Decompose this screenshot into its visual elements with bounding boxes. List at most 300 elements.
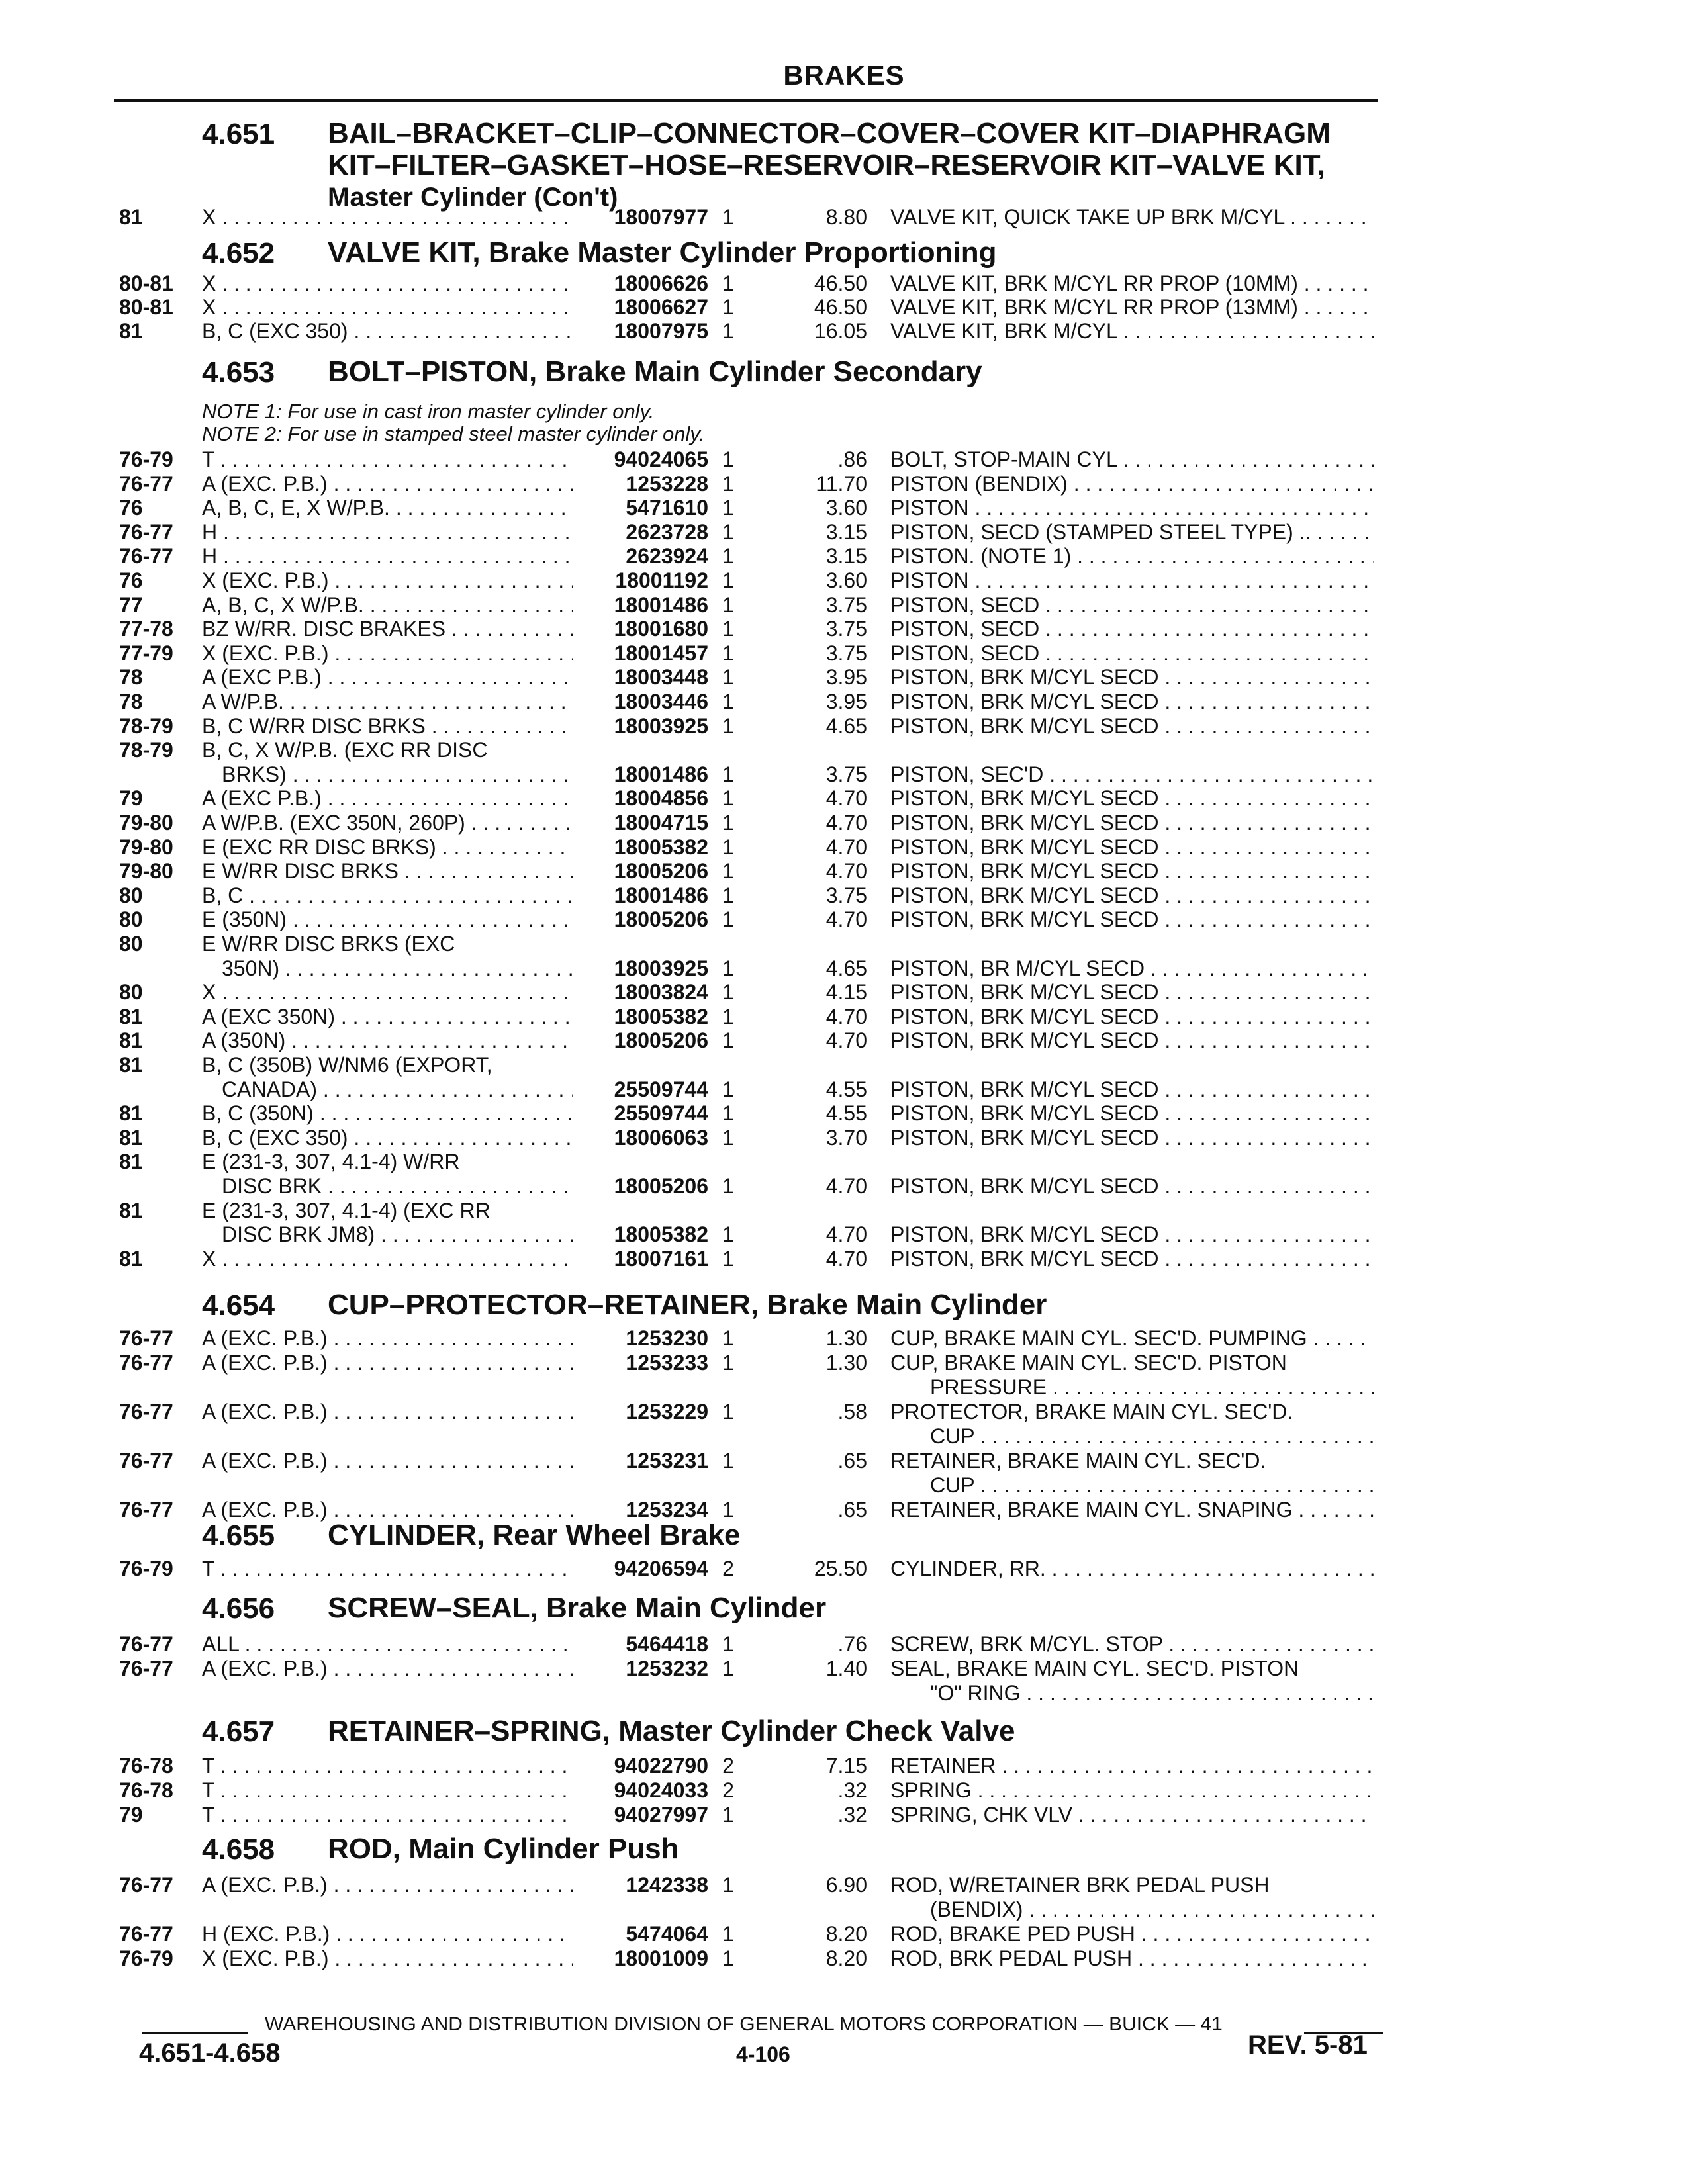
footer-rule-left [142, 2032, 248, 2034]
section-number: 4.651 [202, 118, 275, 150]
quantity: 1 [722, 713, 734, 738]
application: A (EXC. P.B.) . . . [202, 1400, 573, 1424]
table-row [0, 1247, 1688, 1272]
model-year: 76-79 [119, 1946, 173, 1970]
model-year: 76-77 [119, 1351, 173, 1375]
model-year: 76-77 [119, 1498, 173, 1522]
model-year: 78 [119, 665, 143, 690]
description: PISTON, BRK M/CYL SECD . . . [890, 1005, 1374, 1029]
application: B, C, X W/P.B. (EXC RR DISC [202, 738, 488, 762]
quantity: 1 [722, 641, 734, 665]
quantity: 1 [722, 1174, 734, 1198]
model-year: 76-77 [119, 1873, 173, 1897]
price: .58 [837, 1400, 867, 1424]
table-row [0, 665, 1688, 690]
table-row-continued [0, 1150, 1688, 1175]
description: PISTON, BRK M/CYL SECD . . . [890, 1077, 1374, 1102]
part-number: 18001457 [614, 641, 708, 665]
price: 4.70 [825, 1174, 867, 1198]
price: 3.75 [825, 617, 867, 641]
model-year: 78 [119, 690, 143, 713]
description: ROD, W/RETAINER BRK PEDAL PUSH [890, 1873, 1270, 1897]
table-row [0, 980, 1688, 1005]
section-number: 4.653 [202, 356, 275, 388]
model-year: 80 [119, 883, 143, 907]
description: PISTON, BRK M/CYL SECD . . . [890, 811, 1374, 835]
part-number: 1253229 [626, 1400, 708, 1424]
price: 4.70 [825, 811, 867, 835]
table-row [0, 1174, 1688, 1199]
price: 3.95 [825, 690, 867, 713]
part-number: 2623728 [626, 520, 708, 544]
quantity: 1 [722, 295, 734, 319]
application: A (350N) . . . [202, 1028, 573, 1053]
model-year: 81 [119, 1028, 143, 1053]
application: X . . . [202, 1247, 573, 1271]
section-title: VALVE KIT, Brake Master Cylinder Proportioning [328, 236, 997, 269]
part-number: 18005382 [614, 1222, 708, 1247]
part-number: 18006063 [614, 1125, 708, 1150]
model-year: 81 [119, 1125, 143, 1150]
table-row [0, 884, 1688, 909]
model-year: 81 [119, 1004, 143, 1028]
model-year: 79 [119, 1803, 143, 1827]
model-year: 76-77 [119, 520, 173, 544]
application: ALL . . . [202, 1632, 573, 1657]
table-row [0, 472, 1688, 497]
description: VALVE KIT, QUICK TAKE UP BRK M/CYL . . . . [890, 205, 1374, 230]
part-number: 18005206 [614, 859, 708, 884]
price: .32 [837, 1803, 867, 1827]
quantity: 1 [722, 1326, 734, 1350]
application: X . . . [202, 980, 573, 1005]
quantity: 1 [722, 271, 734, 295]
part-number: 2623924 [626, 544, 708, 569]
application: X (EXC. P.B.) . . . [202, 569, 573, 593]
quantity: 1 [722, 1632, 734, 1656]
part-number: 18003446 [614, 690, 708, 713]
part-number: 94024033 [614, 1778, 708, 1802]
quantity: 1 [722, 883, 734, 907]
price: 4.70 [825, 907, 867, 932]
application: T . . . [202, 1557, 573, 1581]
price: 1.40 [825, 1657, 867, 1680]
application: A, B, C, E, X W/P.B. . . . [202, 496, 573, 520]
model-year: 76-77 [119, 1326, 173, 1350]
quantity: 1 [722, 1077, 734, 1101]
model-year: 76-77 [119, 471, 173, 496]
description: SPRING . . . [890, 1778, 1374, 1803]
price: 3.75 [825, 762, 867, 786]
description-continued-row [0, 1897, 1688, 1923]
price: 3.70 [825, 1125, 867, 1150]
model-year: 76-77 [119, 1400, 173, 1424]
quantity: 1 [722, 1028, 734, 1053]
application: T . . . [202, 1778, 573, 1803]
part-number: 18001486 [614, 762, 708, 786]
application: E (231-3, 307, 4.1-4) (EXC RR [202, 1198, 491, 1222]
table-row [0, 520, 1688, 545]
description: SEAL, BRAKE MAIN CYL. SEC'D. PISTON [890, 1657, 1299, 1680]
model-year: 76-79 [119, 447, 173, 471]
application: A W/P.B. . . . [202, 690, 573, 714]
table-row [0, 690, 1688, 715]
application-continued: BRKS) . . . [222, 762, 573, 787]
table-row [0, 1222, 1688, 1248]
table-row [0, 1126, 1688, 1151]
section-title: ROD, Main Cylinder Push [328, 1833, 679, 1865]
table-row [0, 956, 1688, 981]
section-note: NOTE 2: For use in stamped steel master cylinder only. [202, 422, 705, 445]
quantity: 1 [722, 1101, 734, 1126]
table-row [0, 1028, 1688, 1054]
section-title: RETAINER–SPRING, Master Cylinder Check Valve [328, 1715, 1015, 1747]
application: A (EXC. P.B.) . . . [202, 1449, 573, 1473]
application: A (EXC P.B.) . . . [202, 665, 573, 690]
part-number: 18003925 [614, 713, 708, 738]
model-year: 80 [119, 932, 143, 956]
description-continued-row [0, 1375, 1688, 1400]
model-year: 80 [119, 907, 143, 932]
table-row [0, 811, 1688, 836]
description: VALVE KIT, BRK M/CYL . . . [890, 319, 1374, 343]
part-number: 1242338 [626, 1873, 708, 1897]
table-row [0, 593, 1688, 618]
description: PISTON, SECD . . . [890, 641, 1374, 666]
description: PISTON, BRK M/CYL SECD . . . [890, 980, 1374, 1005]
table-row [0, 1400, 1688, 1425]
price: .32 [837, 1778, 867, 1802]
part-number: 18005206 [614, 1174, 708, 1198]
model-year: 81 [119, 205, 143, 229]
quantity: 1 [722, 907, 734, 932]
table-row [0, 641, 1688, 666]
part-number: 1253230 [626, 1326, 708, 1350]
price: 4.70 [825, 1246, 867, 1271]
description: PISTON (BENDIX) . . . [890, 472, 1374, 496]
description: PISTON . . . [890, 569, 1374, 593]
part-number: 1253231 [626, 1449, 708, 1473]
model-year: 80-81 [119, 295, 173, 319]
description: PISTON, BRK M/CYL SECD . . . [890, 835, 1374, 860]
quantity: 1 [722, 762, 734, 786]
table-row [0, 762, 1688, 788]
description: PISTON, BRK M/CYL SECD . . . [890, 859, 1374, 884]
table-row [0, 714, 1688, 739]
table-row [0, 1557, 1688, 1582]
part-number: 5474064 [626, 1922, 708, 1946]
price: 4.55 [825, 1077, 867, 1101]
price: 3.75 [825, 641, 867, 665]
description: PISTON, BRK M/CYL SECD . . . [890, 665, 1374, 690]
price: .76 [837, 1632, 867, 1656]
part-number: 1253232 [626, 1657, 708, 1680]
description: PISTON, BRK M/CYL SECD . . . [890, 907, 1374, 932]
description: PISTON, BR M/CYL SECD . . . [890, 956, 1374, 981]
model-year: 80 [119, 980, 143, 1005]
description: CUP, BRAKE MAIN CYL. SEC'D. PUMPING . . . [890, 1326, 1374, 1351]
part-number: 18001486 [614, 592, 708, 617]
footer-section-range: 4.651-4.658 [139, 2038, 281, 2068]
part-number: 94024065 [614, 447, 708, 471]
table-row [0, 617, 1688, 642]
price: 8.20 [825, 1922, 867, 1946]
description: RETAINER, BRAKE MAIN CYL. SEC'D. [890, 1449, 1266, 1473]
price: 7.15 [825, 1754, 867, 1778]
part-number: 94027997 [614, 1803, 708, 1827]
price: 4.70 [825, 1222, 867, 1247]
part-number: 18001680 [614, 617, 708, 641]
application: A (EXC. P.B.) . . . [202, 1326, 573, 1351]
price: 1.30 [825, 1351, 867, 1375]
application: X . . . [202, 295, 573, 320]
part-number: 18005206 [614, 907, 708, 932]
part-number: 18007161 [614, 1246, 708, 1271]
description-continued: (BENDIX) . . . [930, 1897, 1374, 1922]
description: VALVE KIT, BRK M/CYL RR PROP (13MM) . . . [890, 295, 1374, 320]
description: PISTON, BRK M/CYL SECD . . . [890, 1174, 1374, 1199]
description-continued: CUP . . . [930, 1424, 1374, 1449]
price: 8.80 [825, 205, 867, 229]
part-number: 5464418 [626, 1632, 708, 1656]
quantity: 1 [722, 1803, 734, 1827]
part-number: 5471610 [626, 496, 708, 520]
section-title [328, 118, 1519, 213]
price: 1.30 [825, 1326, 867, 1350]
application: E (231-3, 307, 4.1-4) W/RR [202, 1150, 460, 1174]
description-continued-row [0, 1681, 1688, 1706]
section-title: BOLT–PISTON, Brake Main Cylinder Secondary [328, 355, 982, 388]
model-year: 76 [119, 496, 143, 520]
table-row-continued [0, 932, 1688, 957]
description: PROTECTOR, BRAKE MAIN CYL. SEC'D. [890, 1400, 1293, 1424]
table-row [0, 1778, 1688, 1803]
part-number: 18005382 [614, 835, 708, 859]
description: PISTON, SECD . . . [890, 617, 1374, 641]
model-year: 76-77 [119, 1632, 173, 1656]
part-number: 18006627 [614, 295, 708, 319]
quantity: 1 [722, 1125, 734, 1150]
table-row [0, 271, 1688, 296]
part-number: 18004715 [614, 811, 708, 835]
quantity: 1 [722, 835, 734, 859]
part-number: 1253233 [626, 1351, 708, 1375]
description-continued-row [0, 1424, 1688, 1449]
price: 4.70 [825, 786, 867, 811]
description: PISTON, BRK M/CYL SECD . . . [890, 690, 1374, 714]
description: CUP, BRAKE MAIN CYL. SEC'D. PISTON [890, 1351, 1287, 1375]
model-year: 76-77 [119, 1922, 173, 1946]
application: X . . . [202, 205, 573, 230]
part-number: 25509744 [614, 1101, 708, 1126]
part-number: 94022790 [614, 1754, 708, 1778]
application: B, C (EXC 350) . . . [202, 319, 573, 343]
description: ROD, BRAKE PED PUSH . . . [890, 1922, 1374, 1946]
quantity: 1 [722, 1004, 734, 1028]
quantity: 1 [722, 617, 734, 641]
model-year: 81 [119, 1198, 143, 1222]
price: 4.65 [825, 713, 867, 738]
section-title-line: BAIL–BRACKET–CLIP–CONNECTOR–COVER–COVER KIT–DIAPHRAGM [328, 117, 1331, 150]
section-note: NOTE 1: For use in cast iron master cylinder only. [202, 400, 655, 423]
part-number: 18001192 [615, 569, 708, 592]
quantity: 1 [722, 859, 734, 884]
section-number: 4.654 [202, 1289, 275, 1322]
quantity: 1 [722, 665, 734, 690]
application: A (EXC. P.B.) . . . [202, 472, 573, 496]
part-number: 18003448 [614, 665, 708, 690]
quantity: 1 [722, 1657, 734, 1680]
quantity: 1 [722, 786, 734, 811]
application: A (EXC. P.B.) . . . [202, 1657, 573, 1681]
application: A (EXC 350N) . . . [202, 1005, 573, 1029]
model-year: 79-80 [119, 811, 173, 835]
part-number: 18007977 [614, 205, 708, 229]
quantity: 1 [722, 1222, 734, 1247]
description: PISTON, BRK M/CYL SECD . . . [890, 1101, 1374, 1126]
model-year: 78-79 [119, 713, 173, 738]
description: SPRING, CHK VLV . . . [890, 1803, 1374, 1827]
footer-page-number: 4-106 [736, 2042, 790, 2066]
section-title: CUP–PROTECTOR–RETAINER, Brake Main Cylinder [328, 1289, 1047, 1321]
quantity: 1 [722, 956, 734, 980]
quantity: 1 [722, 447, 734, 471]
model-year: 81 [119, 1053, 143, 1077]
price: .65 [837, 1449, 867, 1473]
application: H (EXC. P.B.) . . . [202, 1922, 573, 1946]
quantity: 1 [722, 1351, 734, 1375]
price: 3.75 [825, 883, 867, 907]
table-row [0, 1632, 1688, 1657]
price: 3.75 [825, 592, 867, 617]
description: PISTON, BRK M/CYL SECD . . . [890, 1028, 1374, 1053]
quantity: 2 [722, 1754, 734, 1778]
model-year: 77 [119, 592, 143, 617]
application: E (EXC RR DISC BRKS) . . . [202, 835, 573, 860]
application: A (EXC. P.B.) . . . [202, 1873, 573, 1897]
description: PISTON, BRK M/CYL SECD . . . [890, 786, 1374, 811]
application: A (EXC P.B.) . . . [202, 786, 573, 811]
table-row [0, 859, 1688, 884]
application-continued: CANADA) . . . [222, 1077, 573, 1102]
quantity: 1 [722, 496, 734, 520]
part-number: 18001486 [614, 883, 708, 907]
description: CYLINDER, RR. . . . [890, 1557, 1374, 1581]
quantity: 1 [722, 690, 734, 713]
part-number: 18005382 [614, 1004, 708, 1028]
description: BOLT, STOP-MAIN CYL . . . [890, 447, 1374, 472]
application: A (EXC. P.B.) . . . [202, 1498, 573, 1522]
quantity: 1 [722, 1246, 734, 1271]
description: PISTON, BRK M/CYL SECD . . . [890, 884, 1374, 908]
part-number: 25509744 [614, 1077, 708, 1101]
model-year: 76-78 [119, 1754, 173, 1778]
application: E (350N) . . . [202, 907, 573, 932]
quantity: 1 [722, 471, 734, 496]
application: A, B, C, X W/P.B. . . . [202, 593, 573, 617]
model-year: 76-77 [119, 1449, 173, 1473]
model-year: 79-80 [119, 859, 173, 884]
price: 16.05 [814, 319, 867, 343]
model-year: 76-79 [119, 1557, 173, 1580]
model-year: 81 [119, 319, 143, 343]
table-row [0, 786, 1688, 811]
part-number: 18004856 [614, 786, 708, 811]
table-row-continued [0, 738, 1688, 763]
table-row [0, 569, 1688, 594]
description: SCREW, BRK M/CYL. STOP . . . [890, 1632, 1374, 1657]
application: BZ W/RR. DISC BRAKES . . . [202, 617, 573, 641]
price: 46.50 [814, 295, 867, 319]
application-continued: 350N) . . . [222, 956, 573, 981]
model-year: 81 [119, 1101, 143, 1126]
model-year: 76-78 [119, 1778, 173, 1802]
table-row [0, 1351, 1688, 1376]
part-number: 18006626 [614, 271, 708, 295]
application: B, C (350N) . . . [202, 1101, 573, 1126]
description: PISTON, BRK M/CYL SECD . . . [890, 1126, 1374, 1150]
quantity: 1 [722, 544, 734, 569]
model-year: 78-79 [119, 738, 173, 762]
price: 8.20 [825, 1946, 867, 1970]
price: 4.65 [825, 956, 867, 980]
quantity: 1 [722, 811, 734, 835]
section-number: 4.656 [202, 1592, 275, 1625]
price: 4.15 [825, 980, 867, 1005]
description: PISTON . . . [890, 496, 1374, 520]
table-row [0, 1449, 1688, 1474]
application-continued: DISC BRK JM8) . . . [222, 1222, 573, 1247]
section-title: CYLINDER, Rear Wheel Brake [328, 1519, 741, 1551]
price: 3.15 [825, 544, 867, 569]
part-number: 18007975 [614, 319, 708, 343]
price: 3.15 [825, 520, 867, 544]
application: E W/RR DISC BRKS (EXC [202, 932, 455, 956]
application: T . . . [202, 1803, 573, 1827]
application: B, C W/RR DISC BRKS . . . [202, 714, 573, 739]
description: PISTON, SECD . . . [890, 593, 1374, 617]
application: B, C (350B) W/NM6 (EXPORT, [202, 1053, 492, 1077]
table-row [0, 1922, 1688, 1947]
quantity: 1 [722, 569, 734, 592]
table-row-continued [0, 1053, 1688, 1078]
part-number: 18001009 [614, 1946, 708, 1970]
table-row-continued [0, 1199, 1688, 1224]
quantity: 1 [722, 1922, 734, 1946]
application: X . . . [202, 271, 573, 296]
quantity: 1 [722, 1873, 734, 1897]
quantity: 2 [722, 1778, 734, 1802]
application: A (EXC. P.B.) . . . [202, 1351, 573, 1375]
quantity: 1 [722, 1946, 734, 1970]
model-year: 81 [119, 1246, 143, 1271]
model-year: 76-77 [119, 1657, 173, 1680]
section-subtitle: Master Cylinder (Con't) [328, 183, 618, 212]
footer-text: WAREHOUSING AND DISTRIBUTION DIVISION OF GENERAL MOTORS CORPORATION — BUICK — 41 [265, 2013, 1223, 2035]
model-year: 77-79 [119, 641, 173, 665]
table-row [0, 496, 1688, 521]
table-row [0, 1946, 1688, 1972]
description: PISTON, SECD (STAMPED STEEL TYPE) .. . . . [890, 520, 1374, 545]
table-row [0, 1005, 1688, 1030]
table-row [0, 1101, 1688, 1126]
quantity: 1 [722, 205, 734, 229]
price: .86 [837, 447, 867, 471]
section-number: 4.657 [202, 1715, 275, 1748]
price: 3.60 [825, 569, 867, 592]
table-row [0, 447, 1688, 473]
application: H . . . [202, 520, 573, 545]
